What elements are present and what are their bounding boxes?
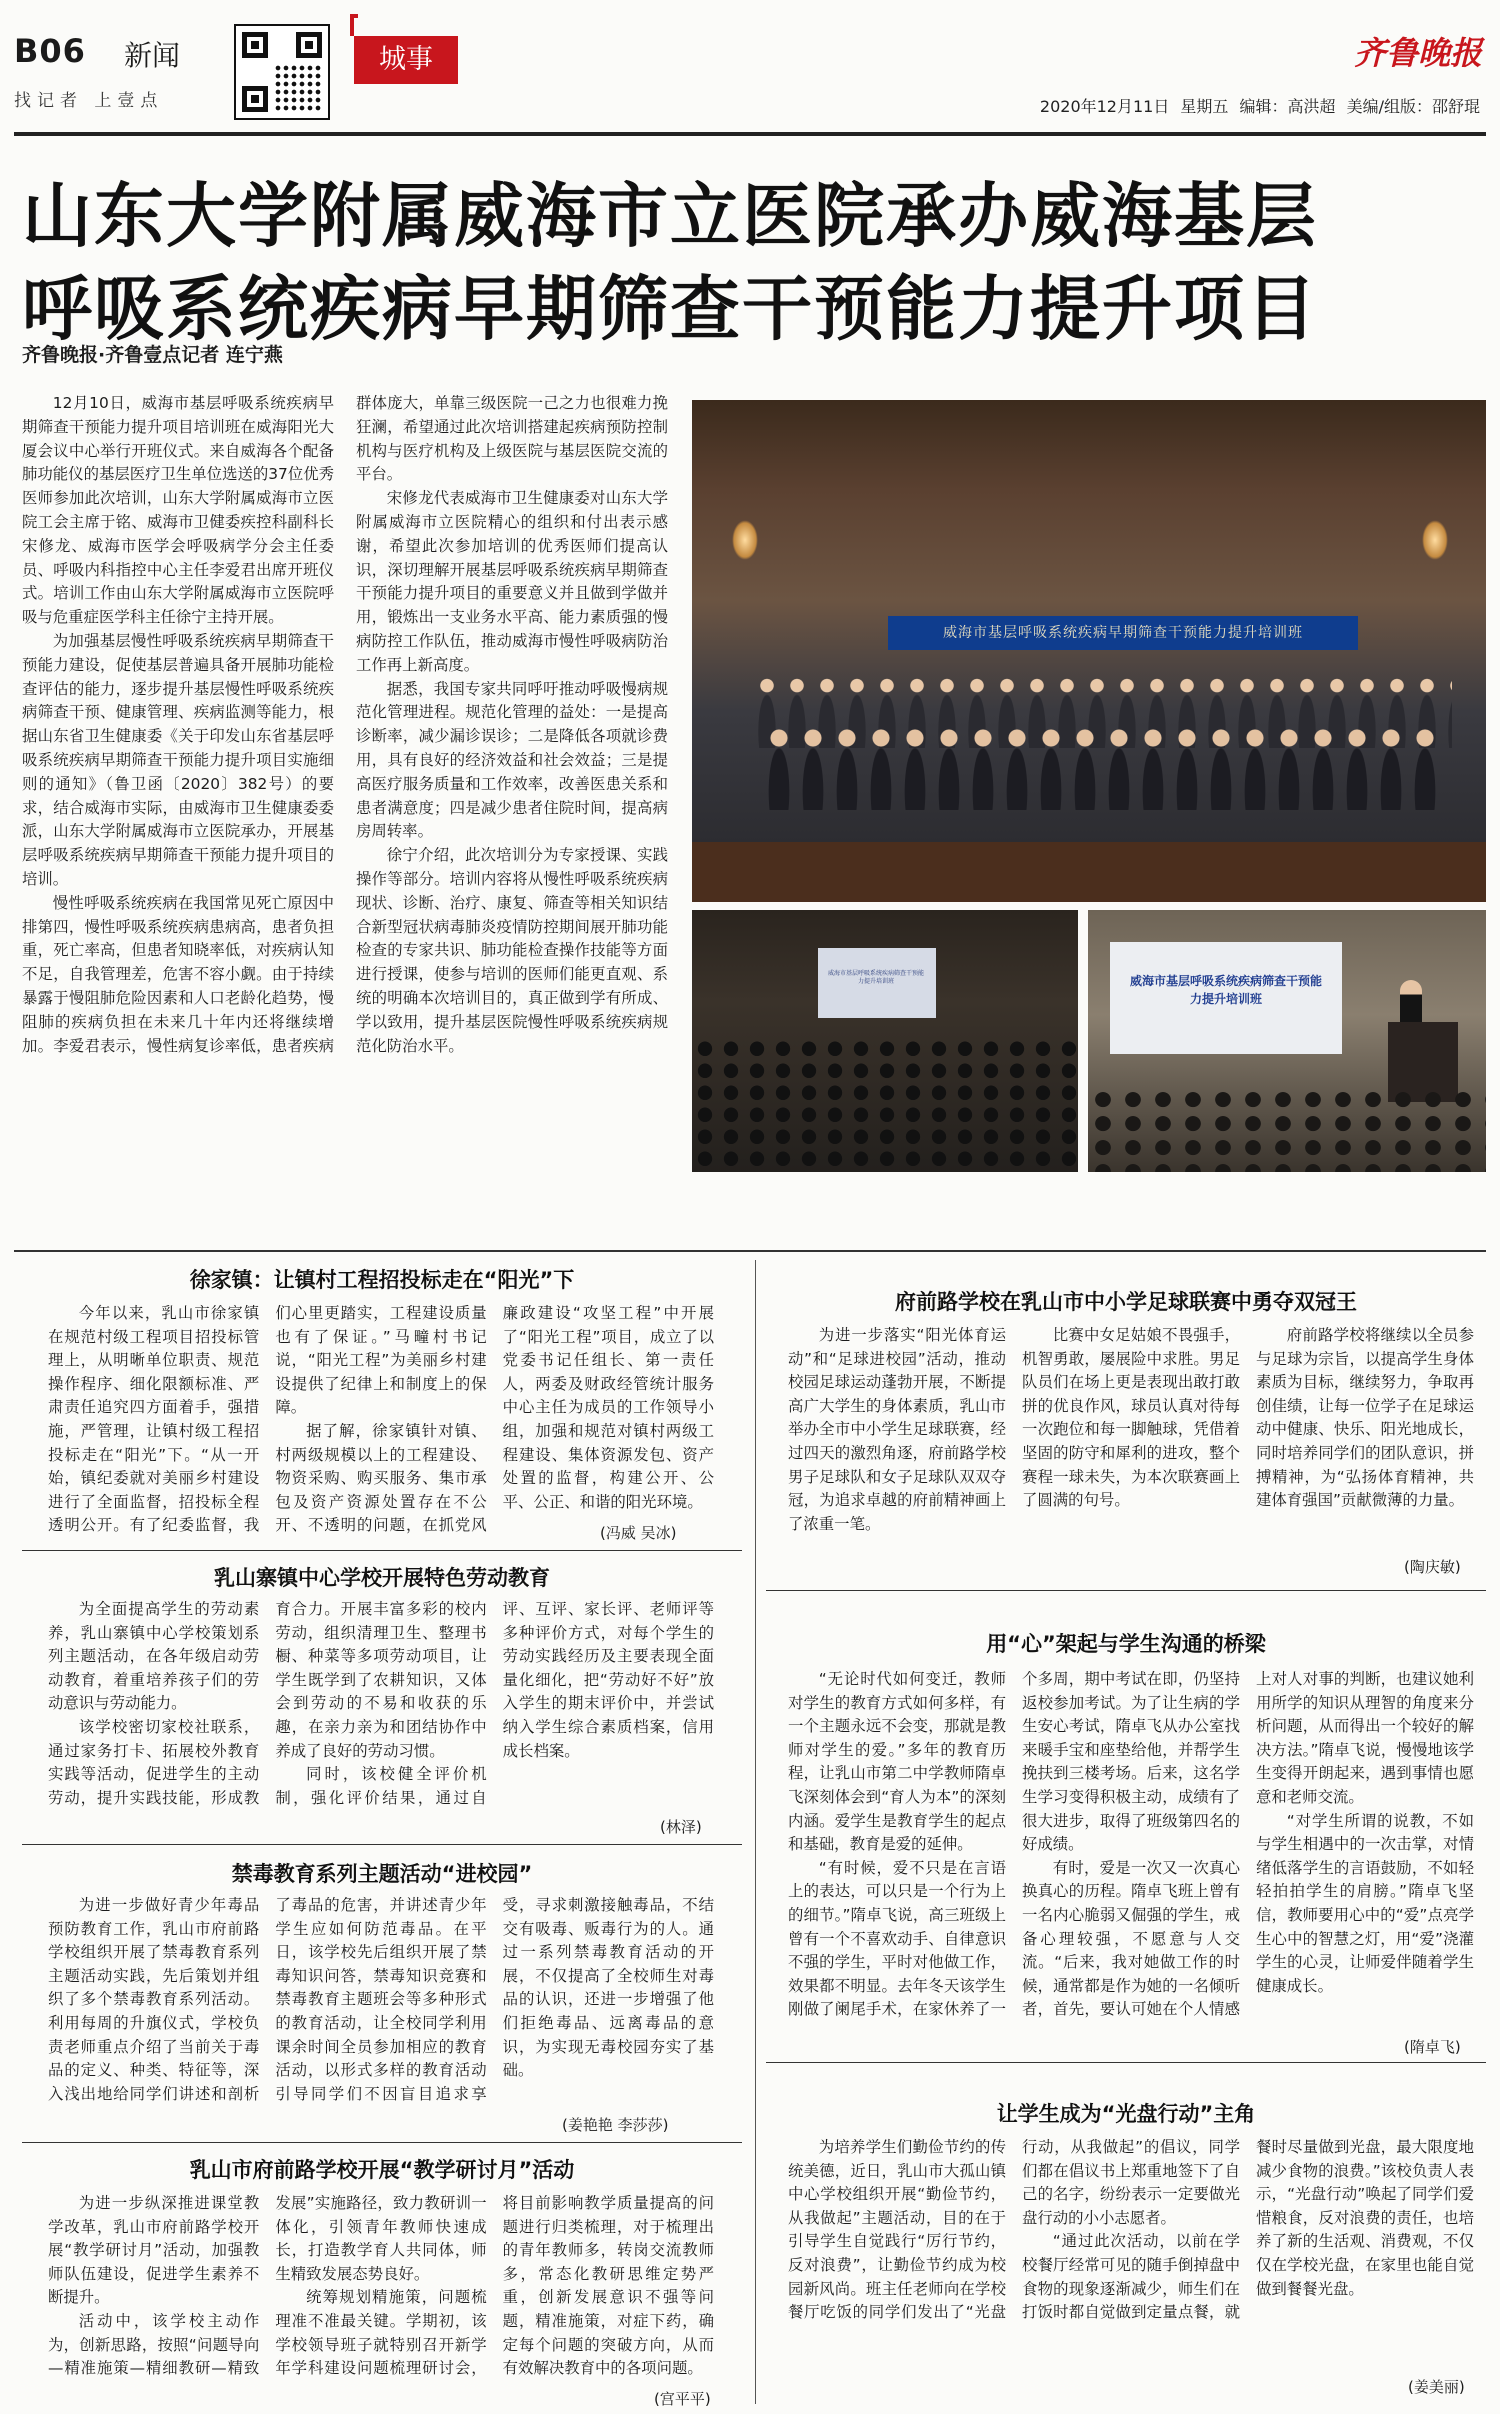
brief-title: 府前路学校在乳山市中小学足球联赛中勇夺双冠王 — [895, 1290, 1357, 1314]
qr-code-icon — [234, 24, 330, 120]
newspaper-logo: 齐鲁晚报 — [1353, 34, 1482, 72]
tab-rule — [350, 14, 358, 36]
lead-body — [22, 392, 668, 1240]
brief-title: 徐家镇：让镇村工程招投标走在“阳光”下 — [189, 1268, 575, 1292]
brief-title: 乳山寨镇中心学校开展特色劳动教育 — [214, 1566, 550, 1590]
photo-crowd-front — [762, 720, 1442, 860]
lead-paragraph: 为加强基层慢性呼吸系统疾病早期筛查干预能力建设，促使基层普遍具备开展肺功能检查评估的能力，逐步提升基层慢性呼吸系统疾病筛查干预、健康管理、疾病监测等能力，根据山东省卫生健康委《关于印发山东省基层呼吸系统疾病早期筛查干预能力提升项目实施细则的通知》（鲁卫函〔2020〕382号）的要求，结合威海市实际，由威海市卫生健康委委派，山东大学附属威海市立医院承办，开展基层呼吸系统疾病早期筛查干预能力提升项目的培训。 — [22, 631, 334, 888]
photo-banner: 威海市基层呼吸系统疾病早期筛查干预能力提升培训班 — [888, 616, 1358, 650]
lead-headline — [22, 170, 1482, 356]
lecture-photo — [1088, 910, 1486, 1172]
brief-body: 为进一步落实“阳光体育运动”和“足球进校园”活动，推动校园足球运动蓬勃开展，不断提高广大学生的身体素质，乳山市举办全市中小学生足球联赛，经过四天的激烈角逐，府前路学校男子足球队和女子足球队双双夺冠，为追求卓越的府前精神画上了浓重一笔。 比赛中女足姑娘不畏强手，机智勇敢，屡展险中求胜。男足队员们在场上更是表现出敢打敢拼的优良作风，球员认真对待每一次跑位和每一脚触球，凭借着坚固的防守和犀利的进攻，整个赛程一球未失，为本次联赛画上了圆满的句号。 府前路学校将继续以全员参与足球为宗旨，以提高学生身体素质为目标，继续努力，争取再创佳绩，让每一位学子在足球运动中健康、快乐、阳光地成长，同时培养同学们的团队意识，拼搏精神，为“弘扬体育精神，共建体育强国”贡献微薄的力量。 — [788, 1326, 1474, 1533]
brief-credit: (隋卓飞) — [1404, 2038, 1461, 2056]
brief-title: 乳山市府前路学校开展“教学研讨月”活动 — [189, 2158, 575, 2182]
brief-body: 为全面提高学生的劳动素养，乳山寨镇中心学校策划系列主题活动，在各年级启动劳动教育，着重培养孩子们的劳动意识与劳动能力。 该学校密切家校社联系，通过家务打卡、拓展校外教育实践等活动，促进学生的主动劳动，提升实践技能，形成教育合力。开展丰富多彩的校内劳动，组织清理卫生、整理书橱、种菜等多项劳动项目，让学生既学到了农耕知识，又体会到劳动的不易和收获的乐趣，在亲力亲为和团结协作中养成了良好的劳动习惯。 同时，该校健全评价机制，强化评价结果，通过自评、互评、家长评、老师评等多种评价方式，对每个学生的劳动实践经历及主要表现全面量化细化，把“劳动好不好”放入学生的期末评价中，并尝试纳入学生综合素质档案，信用成长档案。 — [48, 1600, 714, 1807]
brief-title: 用“心”架起与学生沟通的桥梁 — [986, 1632, 1266, 1656]
classroom-photo — [692, 910, 1078, 1172]
brief-body: “无论时代如何变迁，教师对学生的教育方式如何多样，有一个主题永远不会变，那就是教师对学生的爱。”多年的教育历程，让乳山市第二中学教师隋卓飞深刻体会到“育人为本”的深刻内涵。爱学生是教育学生的起点和基础，教育是爱的延伸。 “有时候，爱不只是在言语上的表达，可以只是一个行为上的细节。”隋卓飞说，高三班级上曾有一个不喜欢动手、自律意识不强的学生，平时对他做工作，效果都不明显。去年冬天该学生刚做了阑尾手术，在家休养了一个多周，期中考试在即，仍坚持返校参加考试。为了让生病的学生安心考试，隋卓飞从办公室找来暖手宝和座垫给他，并帮学生挽扶到三楼考场。后来，这名学生学习变得积极主动，成绩有了很大进步，取得了班级第四名的好成绩。 有时，爱是一次又一次真心换真心的历程。隋卓飞班上曾有一名内心脆弱又倔强的学生，戒备心理较强，不愿意与人交流。“后来，我对她做工作的时候，通常都是作为她的一名倾听者，首先，要认可她在个人情感上对人对事的判断，也建议她利用所学的知识从理智的角度来分析问题，从而得出一个较好的解决方法。”隋卓飞说，慢慢地该学生变得开朗起来，遇到事情也愿意和老师交流。 “对学生所谓的说教，不如与学生相遇中的一次击掌，对情绪低落学生的言语鼓励，不如轻轻拍拍学生的肩膀。”隋卓飞坚信，教师要用心中的“爱”点亮学生心中的智慧之灯，用“爱”浇灌学生的心灵，让师爱伴随着学生健康成长。 — [788, 1670, 1474, 2019]
audience-rows — [692, 1040, 1078, 1172]
brief-title: 禁毒教育系列主题活动“进校园” — [231, 1862, 533, 1886]
brief-credit: (冯威 吴冰) — [600, 1524, 677, 1542]
section-name: 新闻 — [124, 39, 181, 72]
audience-rows — [1088, 1090, 1486, 1172]
brief-body: 为进一步纵深推进课堂教学改革，乳山市府前路学校开展“教学研讨月”活动，加强教师队伍建设，促进学生素养不断提升。 活动中，该学校主动作为，创新思路，按照“问题导向—精准施策—精细教研—精致发展”实施路径，致力教研训一体化，引领青年教师快速成长，打造教学育人共同体，师生精致发展态势良好。 统筹规划精施策，问题梳理准不准最关键。学期初，该学校领导班子就特别召开新学年学科建设问题梳理研讨会，将目前影响教学质量提高的问题进行归类梳理，对于梳理出的青年教师多，转岗交流教师多，常态化教研思维定势严重，创新发展意识不强等问题，精准施策，对症下药，确定每个问题的突破方向，从而有效解决教育中的各项问题。 — [48, 2194, 714, 2378]
brief-body: 为进一步做好青少年毒品预防教育工作，乳山市府前路学校组织开展了禁毒教育系列主题活动实践，先后策划并组织了多个禁毒教育系列活动。利用每周的升旗仪式，学校负责老师重点介绍了当前关于毒品的定义、种类、特征等，深入浅出地给同学们讲述和剖析了毒品的危害，并讲述青少年学生应如何防范毒品。在平日，该学校先后组织开展了禁毒知识问答，禁毒知识竞赛和禁毒教育主题班会等多种形式的教育活动，让全校同学利用课余时间全员参加相应的教育活动，以形式多样的教育活动引导同学们不因盲目追求享受，寻求刺激接触毒品，不结交有吸毒、贩毒行为的人。通过一系列禁毒教育活动的开展，不仅提高了全校师生对毒品的认识，还进一步增强了他们拒绝毒品、远离毒品的意识，为实现无毒校园夯实了基础。 — [48, 1896, 714, 2103]
brief-credit: (陶庆敏) — [1404, 1558, 1461, 1576]
issue-meta: 2020年12月11日 星期五 编辑：高洪超 美编/组版：邵舒琨 — [1039, 97, 1480, 116]
lead-paragraph: 宋修龙代表威海市卫生健康委对山东大学附属威海市立医院精心的组织和付出表示感谢，希望此次参加培训的优秀医师们提高认识，深切理解开展基层呼吸系统疾病早期筛查干预能力提升项目的重要意义并且做到学做并用，锻炼出一支业务水平高、能力素质强的慢病防控工作队伍，推动威海市慢性呼吸病防治工作再上新高度。 — [356, 489, 668, 674]
column-divider — [755, 1260, 756, 2404]
masthead — [14, 14, 1486, 134]
section-tab: 城事 — [354, 36, 458, 84]
masthead-rule — [14, 132, 1486, 136]
page-number: B06 — [14, 32, 86, 70]
projector-screen: 威海市基层呼吸系统疾病筛查干预能力提升培训班 — [818, 948, 936, 1018]
group-photo — [692, 400, 1486, 902]
headline-line-1: 山东大学附属威海市立医院承办威海基层 — [22, 175, 1318, 257]
brief-title: 让学生成为“光盘行动”主角 — [996, 2102, 1256, 2126]
lead-paragraph: 慢性呼吸系统疾病在我国常见死亡原因中排第四，慢性呼吸系统疾病患病高，患者负担重，死亡率高，但患者知晓率低，对疾病认知不足，自我管理差，危害不容小觑。由于持续暴露于慢阻肺危险因素和人口老龄化趋势，慢阻肺的疾病负担在未来几十年内还将继续增加。李爱君表示，慢性病复诊率低，患者疾病群体庞大，单靠三级医院一己之力也很难力挽狂澜，希望通过此次培训搭建起疾病预防控制机构与医疗机构及上级医院与基层医院交流的平台。 — [22, 394, 668, 1055]
lead-paragraph: 徐宁介绍，此次培训分为专家授课、实践操作等部分。培训内容将从慢性呼吸系统疾病现状、诊断、治疗、康复、筛查等相关知识结合新型冠状病毒肺炎疫情防控期间展开肺功能检查的专家共识、肺功能检查操作技能等方面进行授课，使参与培训的医师们能更直观、系统的明确本次培训目的，真正做到学有所成、学以致用，提升基层医院慢性呼吸系统疾病规范化防治水平。 — [356, 846, 668, 1055]
brief-credit: (宫平平) — [654, 2390, 711, 2408]
speaker-figure — [1400, 980, 1422, 1028]
tagline: 找记者 上壹点 — [14, 91, 164, 111]
brief-credit: (林泽) — [660, 1818, 702, 1836]
section-divider — [14, 1250, 1486, 1252]
byline: 齐鲁晚报·齐鲁壹点记者 连宁燕 — [22, 344, 283, 366]
brief-body: 为培养学生们勤俭节约的传统美德，近日，乳山市大孤山镇中心学校组织开展“勤俭节约，从我做起”主题活动，目的在于引导学生自觉践行“厉行节约，反对浪费”，让勤俭节约成为校园新风尚。班主任老师向在学校餐厅吃饭的同学们发出了“光盘行动，从我做起”的倡议，同学们都在倡议书上郑重地签下了自己的名字，纷纷表示一定要做光盘行动的小小志愿者。 “通过此次活动，以前在学校餐厅经常可见的随手倒掉盘中食物的现象逐渐减少，师生们在打饭时都自觉做到定量点餐，就餐时尽量做到光盘，最大限度地减少食物的浪费。”该校负责人表示，“光盘行动”唤起了同学们爱惜粮食，反对浪费的责任，也培养了新的生活观、消费观，不仅仅在学校光盘，在家里也能自觉做到餐餐光盘。 — [788, 2138, 1474, 2322]
headline-line-2: 呼吸系统疾病早期筛查干预能力提升项目 — [22, 268, 1318, 350]
brief-body: 今年以来，乳山市徐家镇在规范村级工程项目招投标管理上，从明晰单位职责、规范操作程序、细化限额标准、严肃责任追究四方面着手，强措施，严管理，让镇村级工程招投标走在“阳光”下。“从一开始，镇纪委就对美丽乡村建设进行了全面监督，招投标全程透明公开。有了纪委监督，我们心里更踏实，工程建设质量也有了保证。”马疃村书记说，“阳光工程”为美丽乡村建设提供了纪律上和制度上的保障。 据了解，徐家镇针对镇、村两级规模以上的工程建设、物资采购、购买服务、集市承包及资产资源处置存在不公开、不透明的问题，在抓党风廉政建设“攻坚工程”中开展了“阳光工程”项目，成立了以党委书记任组长、第一责任人，两委及财政经管统计服务中心主任为成员的工作领导小组，加强和规范对镇村两级工程建设、集体资源发包、资产处置的监督，构建公开、公平、公正、和谐的阳光环境。 — [48, 1304, 714, 1535]
lead-paragraph: 据悉，我国专家共同呼吁推动呼吸慢病规范化管理进程。规范化管理的益处：一是提高诊断率，减少漏诊误诊；二是降低各项就诊费用，具有良好的经济效益和社会效益；三是提高医疗服务质量和工作效率，改善医患关系和患者满意度；四是减少患者住院时间，提高病房周转率。 — [356, 679, 668, 841]
lead-paragraph: 12月10日，威海市基层呼吸系统疾病早期筛查干预能力提升项目培训班在威海阳光大厦会议中心举行开班仪式。来自威海各个配备肺功能仪的基层医疗卫生单位选送的37位优秀医师参加此次培训，山东大学附属威海市立医院工会主席于铭、威海市卫健委疾控科副科长宋修龙、威海市医学会呼吸病学分会主任委员、呼吸内科指控中心主任李爱君出席开班仪式。培训工作由山东大学附属威海市立医院呼吸与危重症医学科主任徐宁主持开展。 — [22, 394, 335, 627]
brief-credit: (姜美丽) — [1408, 2378, 1465, 2396]
projector-screen: 威海市基层呼吸系统疾病筛查干预能力提升培训班 — [1110, 942, 1342, 1054]
brief-credit: (姜艳艳 李莎莎) — [562, 2116, 669, 2134]
